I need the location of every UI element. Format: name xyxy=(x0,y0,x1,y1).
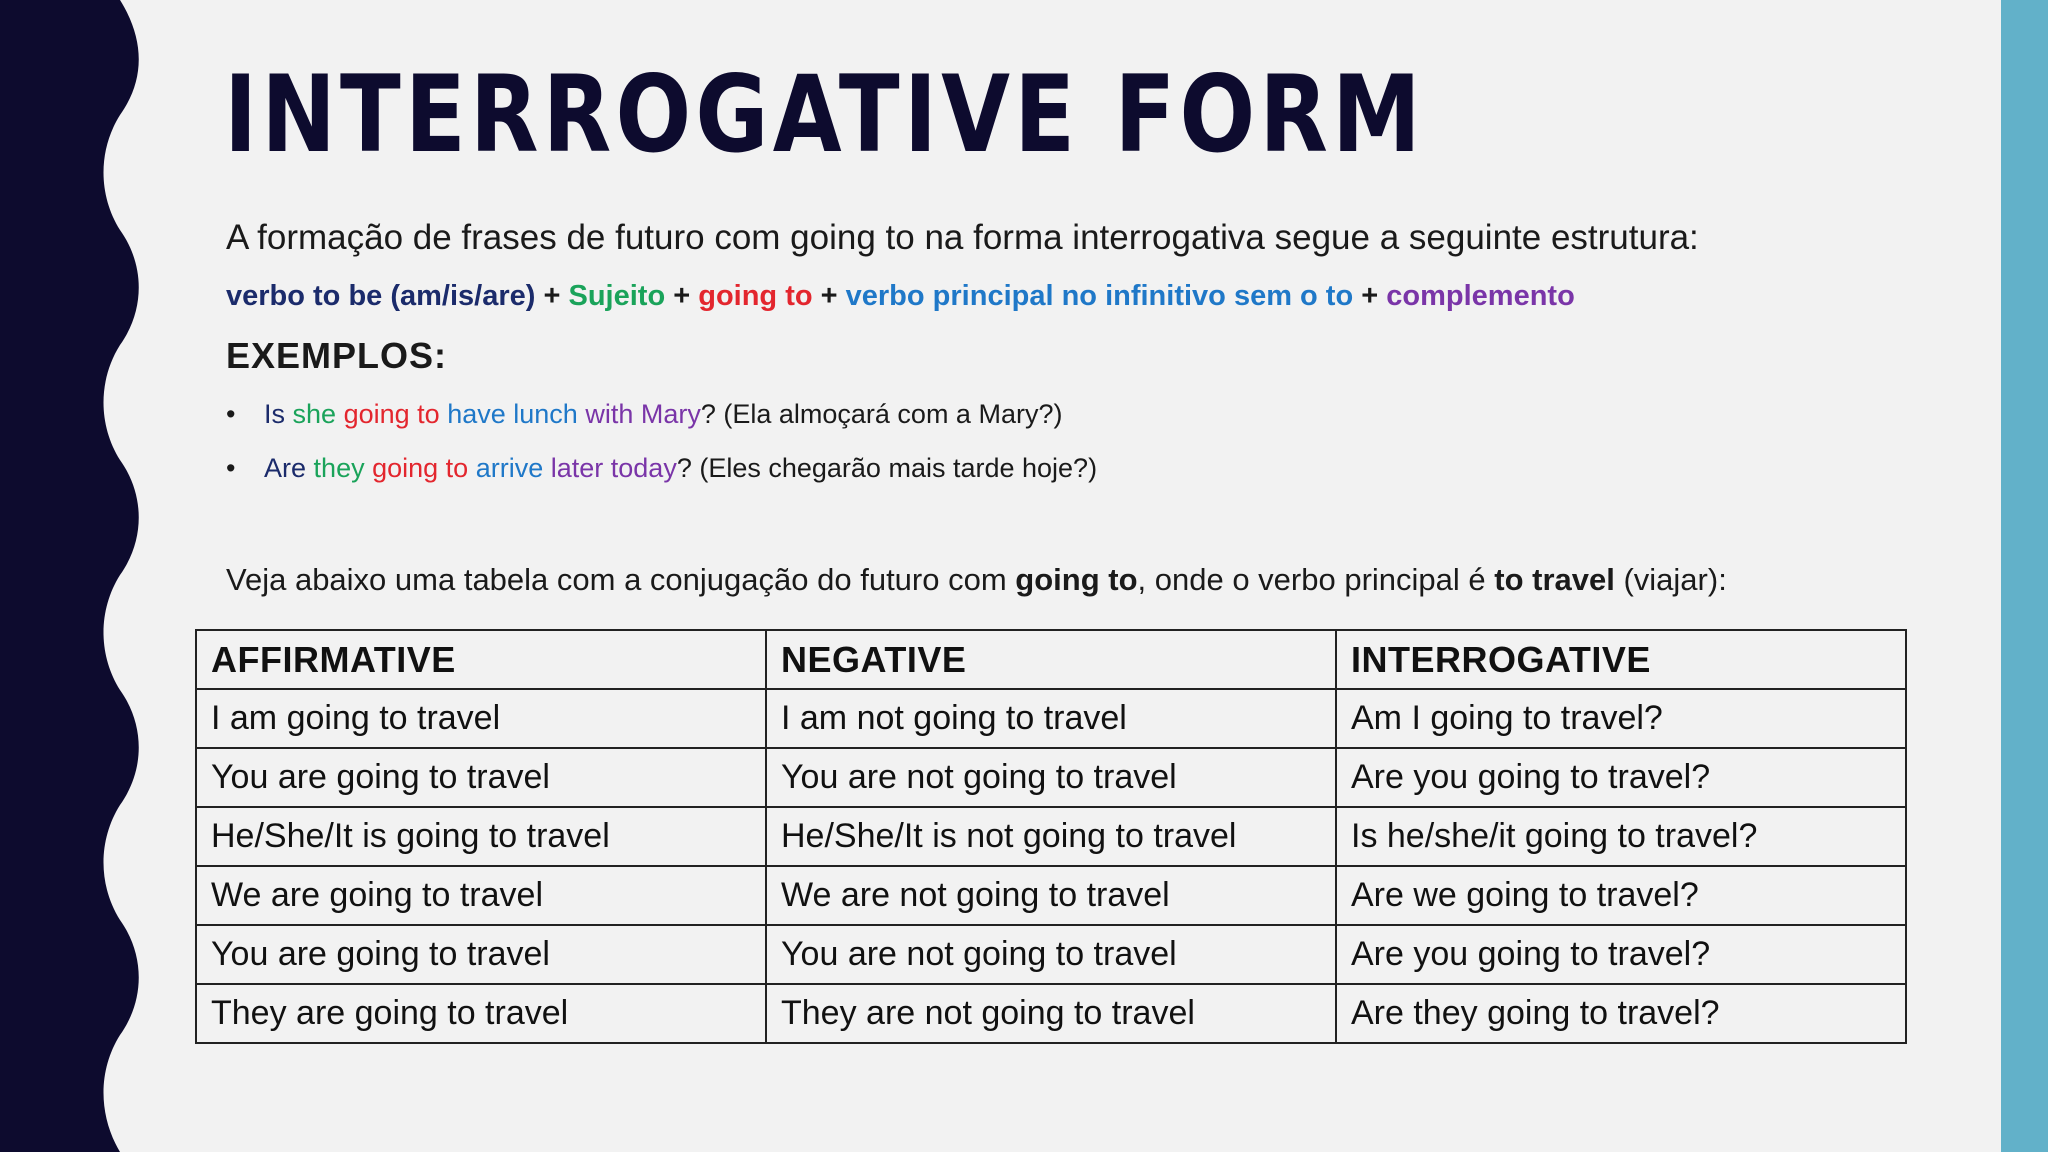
example-complement: with Mary xyxy=(585,399,701,429)
examples-heading: EXEMPLOS: xyxy=(226,335,448,376)
formula-plus: + xyxy=(665,280,699,312)
examples-list xyxy=(226,396,1097,504)
negative-cell: You are not going to travel xyxy=(766,925,1336,984)
header-affirmative: AFFIRMATIVE xyxy=(196,630,766,689)
example-translation: ? (Eles chegarão mais tarde hoje?) xyxy=(676,453,1098,483)
negative-cell: You are not going to travel xyxy=(766,748,1336,807)
example-going-to: going to xyxy=(372,453,469,483)
table-row xyxy=(196,984,1906,1043)
page-title: INTERROGATIVE FORM xyxy=(224,53,1426,176)
example-aux: Is xyxy=(264,399,286,429)
example-item xyxy=(226,450,1097,486)
formula-plus: + xyxy=(812,280,846,312)
affirmative-cell: I am going to travel xyxy=(196,689,766,748)
example-aux: Are xyxy=(264,453,307,483)
example-verb: arrive xyxy=(475,453,544,483)
conjugation-table xyxy=(195,629,1907,1044)
affirmative-cell: You are going to travel xyxy=(196,925,766,984)
example-item xyxy=(226,396,1097,432)
table-intro-part1: Veja abaixo uma tabela com a conjugação do futuro com xyxy=(226,562,1016,597)
example-translation: ? (Ela almoçará com a Mary?) xyxy=(700,399,1063,429)
formula-subject: Sujeito xyxy=(568,280,666,312)
interrogative-cell: Are you going to travel? xyxy=(1336,748,1906,807)
example-complement: later today xyxy=(550,453,677,483)
formula-complement: complemento xyxy=(1386,280,1575,312)
formula-main-verb: verbo principal no infinitivo sem o to xyxy=(845,280,1354,312)
example-subject: they xyxy=(313,453,365,483)
header-interrogative: INTERROGATIVE xyxy=(1336,630,1906,689)
interrogative-cell: Am I going to travel? xyxy=(1336,689,1906,748)
formula-verb-to-be: verbo to be (am/is/are) xyxy=(226,280,536,312)
bullet-icon: • xyxy=(226,399,236,429)
table-row xyxy=(196,807,1906,866)
interrogative-cell: Are they going to travel? xyxy=(1336,984,1906,1043)
table-row xyxy=(196,925,1906,984)
affirmative-cell: They are going to travel xyxy=(196,984,766,1043)
bullet-icon: • xyxy=(226,453,236,483)
example-subject: she xyxy=(292,399,337,429)
example-verb: have lunch xyxy=(447,399,578,429)
table-row xyxy=(196,866,1906,925)
table-intro-text xyxy=(226,560,1727,600)
table-intro-bold1: going to xyxy=(1015,562,1138,597)
left-wave-decoration xyxy=(0,0,160,1152)
header-negative: NEGATIVE xyxy=(766,630,1336,689)
structure-formula xyxy=(226,278,1575,314)
affirmative-cell: He/She/It is going to travel xyxy=(196,807,766,866)
interrogative-cell: Are we going to travel? xyxy=(1336,866,1906,925)
left-wave-shape xyxy=(0,0,139,1152)
table-intro-part3: (viajar): xyxy=(1614,562,1727,597)
formula-plus: + xyxy=(1353,280,1387,312)
negative-cell: We are not going to travel xyxy=(766,866,1336,925)
negative-cell: They are not going to travel xyxy=(766,984,1336,1043)
table-intro-part2: , onde o verbo principal é xyxy=(1137,562,1495,597)
example-going-to: going to xyxy=(343,399,440,429)
affirmative-cell: We are going to travel xyxy=(196,866,766,925)
table-row xyxy=(196,689,1906,748)
formula-plus: + xyxy=(535,280,569,312)
intro-text: A formação de frases de futuro com going to na forma interrogativa segue a seguinte estrutura: xyxy=(226,218,1699,257)
table-row xyxy=(196,748,1906,807)
negative-cell: He/She/It is not going to travel xyxy=(766,807,1336,866)
negative-cell: I am not going to travel xyxy=(766,689,1336,748)
interrogative-cell: Are you going to travel? xyxy=(1336,925,1906,984)
table-intro-bold2: to travel xyxy=(1494,562,1615,597)
affirmative-cell: You are going to travel xyxy=(196,748,766,807)
right-accent-bar xyxy=(2001,0,2048,1152)
formula-going-to: going to xyxy=(698,280,813,312)
table-header-row xyxy=(196,630,1906,689)
interrogative-cell: Is he/she/it going to travel? xyxy=(1336,807,1906,866)
